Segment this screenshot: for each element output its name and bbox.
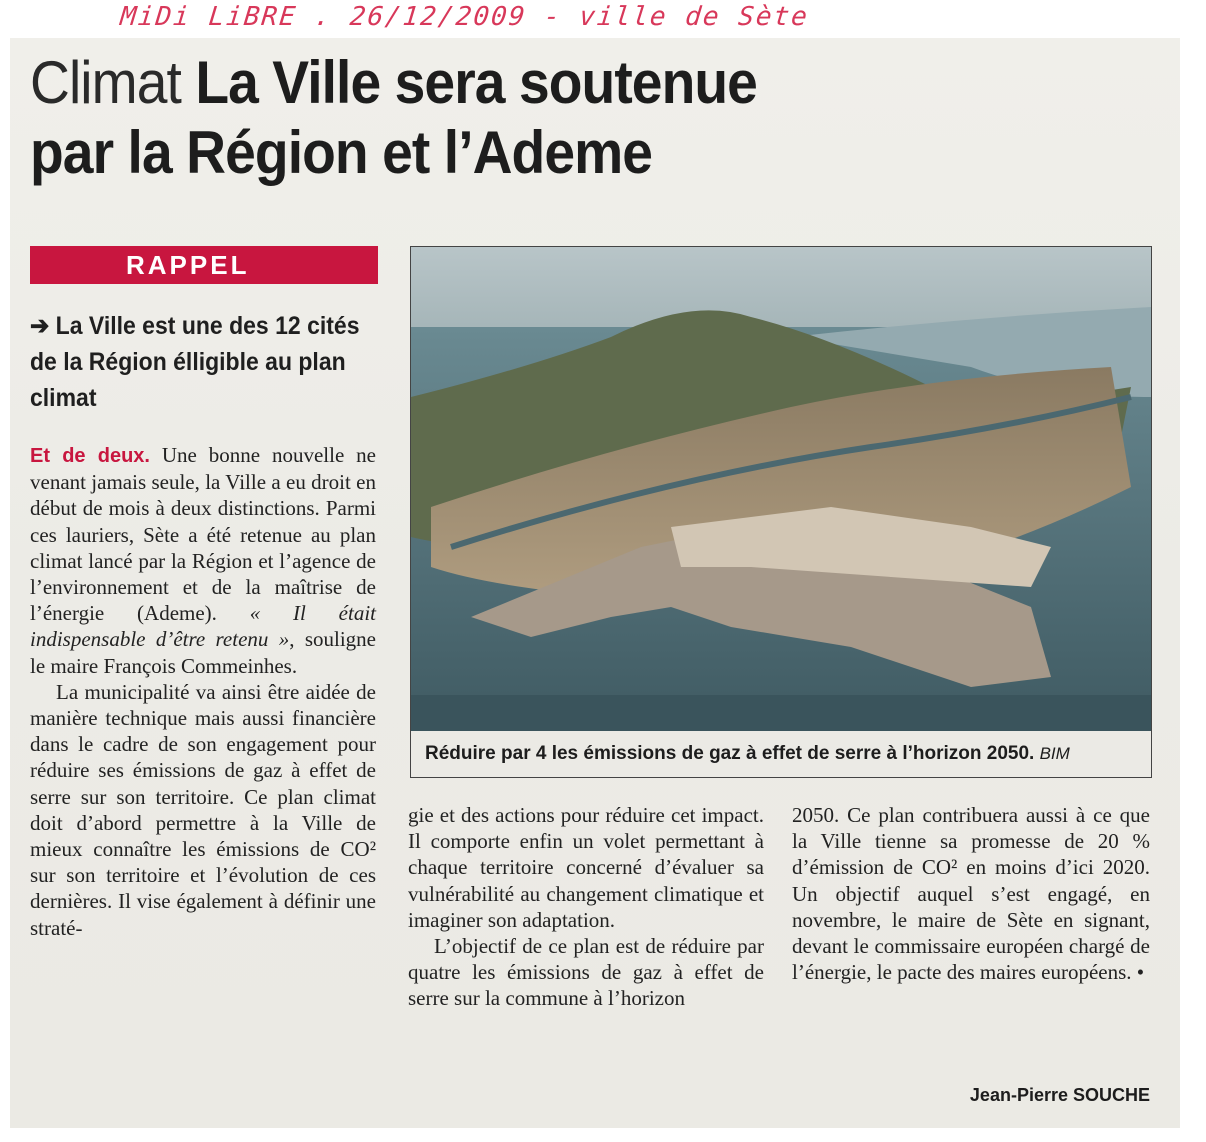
article-column-1 <box>30 442 376 941</box>
lead-summary <box>30 308 361 416</box>
rappel-label: RAPPEL <box>126 250 250 280</box>
handwritten-note: MiDi LiBRE . 26/12/2009 - ville de Sète <box>118 2 811 32</box>
article-paragraph-1 <box>30 442 376 679</box>
article-paragraph-3: gie et des actions pour réduire cet impact. Il comporte enfin un volet permettant à chaque territoire concerné d’évaluer sa vulnérabilité au changement climatique et imaginer son adaptation. <box>408 803 764 932</box>
maire-quote: « Il était indispensable d’être retenu » <box>30 601 376 652</box>
paragraph-1-end: , souligne le maire François Commeinhes. <box>30 627 376 678</box>
headline <box>30 48 1088 188</box>
headline-title-line-2: par la Région et l’Ademe <box>30 119 653 186</box>
article-paragraph-4: L’objectif de ce plan est de réduire par quatre les émissions de gaz à effet de serre sur la commune à l’horizon <box>408 934 764 1011</box>
headline-title-line-1: La Ville sera soutenue <box>195 49 757 116</box>
headline-line-1 <box>30 48 1088 118</box>
photo-shadow-strip <box>411 695 1151 731</box>
photo-caption <box>411 731 1151 777</box>
article-column-3 <box>792 802 1150 985</box>
paragraph-1-text: Une bonne nouvelle ne venant jamais seule, la Ville a eu droit en début de mois à deux distinctions. Parmi ces lauriers, Sète a été retenue au plan climat lancé par la Région et l’agence de l’environnement et de la maîtrise de l’énergie (Ademe). <box>30 443 376 626</box>
rappel-banner <box>30 246 378 284</box>
author-byline: Jean-Pierre SOUCHE <box>969 1085 1150 1105</box>
aerial-photo-figure <box>410 246 1152 778</box>
lead-text: La Ville est une des 12 cités de la Région élligible au plan climat <box>30 312 360 412</box>
headline-kicker: Climat <box>30 49 181 116</box>
article-paragraph-2: La municipalité va ainsi être aidée de manière technique mais aussi financière dans le cadre de son engagement pour réduire ses émissions de gaz à effet de serre sur son territoire. Ce plan climat doit d’abord permettre à la Ville de mieux connaître les émissions de CO² sur son territoire et l’évolution de ces dernières. Il vise également à définir une straté- <box>30 679 376 940</box>
lead-in: Et de deux. <box>30 445 150 467</box>
article-column-2 <box>408 802 764 1012</box>
article-paragraph-5: 2050. Ce plan contribuera aussi à ce que la Ville tienne sa promesse de 20 % d’émission de CO² en moins d’ici 2020. Un objectif auquel s’est engagé, en novembre, le maire de Sète en signant, devant le commissaire européen chargé de l’énergie, le pacte des maires européens. • <box>792 803 1150 985</box>
caption-text: Réduire par 4 les émissions de gaz à effet de serre à l’horizon 2050. <box>425 743 1035 764</box>
aerial-photo-of-sete <box>411 247 1151 731</box>
arrow-right-icon: ➔ <box>30 312 50 340</box>
photo-credit: BIM <box>1039 744 1070 763</box>
